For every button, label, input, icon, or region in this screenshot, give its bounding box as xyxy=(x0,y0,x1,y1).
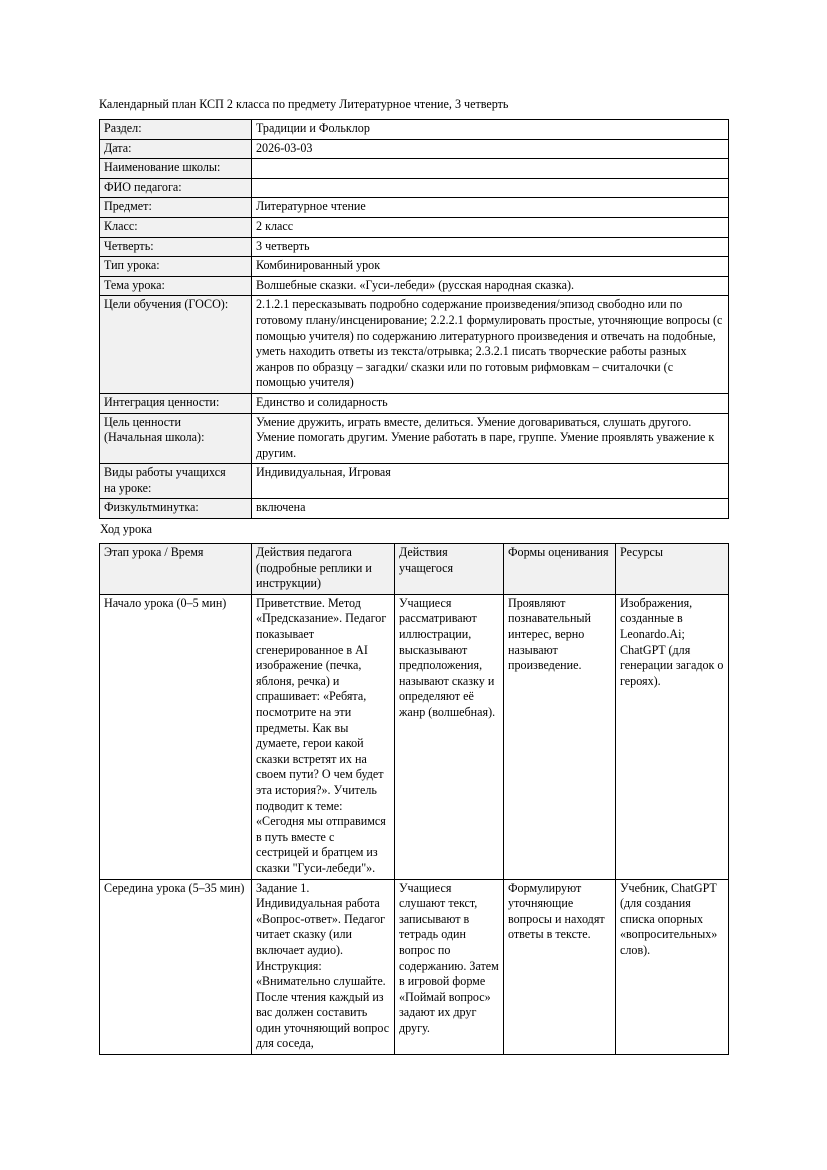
info-label-quarter: Четверть: xyxy=(100,237,252,257)
table-row xyxy=(100,217,729,237)
table-row xyxy=(100,198,729,218)
flow-header-assessment: Формы оценивания xyxy=(504,544,616,595)
table-row xyxy=(100,413,729,464)
info-value-value-integration: Единство и солидарность xyxy=(252,393,729,413)
info-label-value-goal xyxy=(100,413,252,464)
info-label-razdel: Раздел: xyxy=(100,120,252,140)
table-row xyxy=(100,879,729,1055)
info-value-grade: 2 класс xyxy=(252,217,729,237)
info-value-data: 2026-03-03 xyxy=(252,139,729,159)
info-value-razdel: Традиции и Фольклор xyxy=(252,120,729,140)
flow-cell-assessment: Формулируют уточняющие вопросы и находят ответы в тексте. xyxy=(504,879,616,1055)
page-title: Календарный план КСП 2 класса по предмету Литературное чтение, 3 четверть xyxy=(99,97,509,111)
flow-cell-resources: Изображения, созданные в Leonardo.Ai; ChatGPT (для генерации загадок о героях). xyxy=(616,594,729,879)
info-label-work-types-line2: на уроке: xyxy=(104,480,152,495)
info-label-lesson-type: Тип урока: xyxy=(100,257,252,277)
info-value-teacher-name xyxy=(252,178,729,198)
flow-header-resources: Ресурсы xyxy=(616,544,729,595)
table-row xyxy=(100,499,729,519)
table-row xyxy=(100,594,729,879)
table-row xyxy=(100,257,729,277)
info-label-work-types-line1: Виды работы учащихся xyxy=(104,465,226,480)
table-row xyxy=(100,139,729,159)
info-value-physical-break: включена xyxy=(252,499,729,519)
info-value-value-goal: Умение дружить, играть вместе, делиться. Умение договариваться, слушать другого. Умение помогать другим. Умение работать в паре, группе. Умение проявлять уважение к другим. xyxy=(252,413,729,464)
info-label-learning-objectives: Цели обучения (ГОСО): xyxy=(100,296,252,394)
info-label-value-goal-line1: Цель ценности xyxy=(104,414,181,429)
lesson-flow-heading: Ход урока xyxy=(100,522,153,537)
info-value-work-types: Индивидуальная, Игровая xyxy=(252,464,729,499)
info-label-grade: Класс: xyxy=(100,217,252,237)
info-value-quarter: 3 четверть xyxy=(252,237,729,257)
info-label-value-integration: Интеграция ценности: xyxy=(100,393,252,413)
table-row xyxy=(100,178,729,198)
table-row xyxy=(100,393,729,413)
flow-cell-student-actions: Учащиеся рассматривают иллюстрации, высказывают предположения, называют сказку и определяют её жанр (волшебная). xyxy=(395,594,504,879)
flow-cell-resources: Учебник, ChatGPT (для создания списка опорных «вопросительных» слов). xyxy=(616,879,729,1055)
flow-cell-stage: Середина урока (5–35 мин) xyxy=(100,879,252,1055)
lesson-info-table xyxy=(99,119,729,519)
flow-header-stage: Этап урока / Время xyxy=(100,544,252,595)
info-value-learning-objectives: 2.1.2.1 пересказывать подробно содержание произведения/эпизод свободно или по готовому плану/инсценирование; 2.2.2.1 формулировать простые, уточняющие вопросы (с помощью учителя) по содержанию литературного произведения и отвечать на подобные, уметь находить ответы из текста/отрывка; 2.3.2.1 писать творческие работы разных жанров по образцу – загадки/ сказки или по готовым рифмовкам – считалочки (с помощью учителя) xyxy=(252,296,729,394)
info-label-work-types xyxy=(100,464,252,499)
info-label-teacher-name: ФИО педагога: xyxy=(100,178,252,198)
flow-header-teacher-actions: Действия педагога (подробные реплики и инструкции) xyxy=(252,544,395,595)
info-label-physical-break: Физкультминутка: xyxy=(100,499,252,519)
info-label-subject: Предмет: xyxy=(100,198,252,218)
flow-cell-teacher-actions: Задание 1. Индивидуальная работа «Вопрос-ответ». Педагог читает сказку (или включает аудио). Инструкция: «Внимательно слушайте. После чтения каждый из вас должен составить один уточняющий вопрос для соседа, xyxy=(252,879,395,1055)
table-row xyxy=(100,120,729,140)
flow-cell-assessment: Проявляют познавательный интерес, верно называют произведение. xyxy=(504,594,616,879)
flow-cell-stage: Начало урока (0–5 мин) xyxy=(100,594,252,879)
table-row xyxy=(100,464,729,499)
table-row xyxy=(100,296,729,394)
table-row xyxy=(100,237,729,257)
flow-header-student-actions: Действия учащегося xyxy=(395,544,504,595)
info-value-lesson-type: Комбинированный урок xyxy=(252,257,729,277)
info-label-data: Дата: xyxy=(100,139,252,159)
lesson-flow-table xyxy=(99,543,729,1055)
flow-cell-student-actions: Учащиеся слушают текст, записывают в тетрадь один вопрос по содержанию. Затем в игровой форме «Поймай вопрос» задают их друг другу. xyxy=(395,879,504,1055)
table-row xyxy=(100,159,729,179)
flow-header-row xyxy=(100,544,729,595)
info-value-subject: Литературное чтение xyxy=(252,198,729,218)
info-value-lesson-topic: Волшебные сказки. «Гуси-лебеди» (русская народная сказка). xyxy=(252,276,729,296)
flow-cell-teacher-actions: Приветствие. Метод «Предсказание». Педагог показывает сгенерированное в AI изображение (печка, яблоня, речка) и спрашивает: «Ребята, посмотрите на эти предметы. Как вы думаете, герои какой сказки встретят их на своем пути? О чем будет эта история?». Учитель подводит к теме: «Сегодня мы отправимся в путь вместе с сестрицей и братцем из сказки "Гуси-лебеди"». xyxy=(252,594,395,879)
info-label-value-goal-line2: (Начальная школа): xyxy=(104,430,205,445)
info-label-school: Наименование школы: xyxy=(100,159,252,179)
info-value-school xyxy=(252,159,729,179)
info-label-lesson-topic: Тема урока: xyxy=(100,276,252,296)
table-row xyxy=(100,276,729,296)
